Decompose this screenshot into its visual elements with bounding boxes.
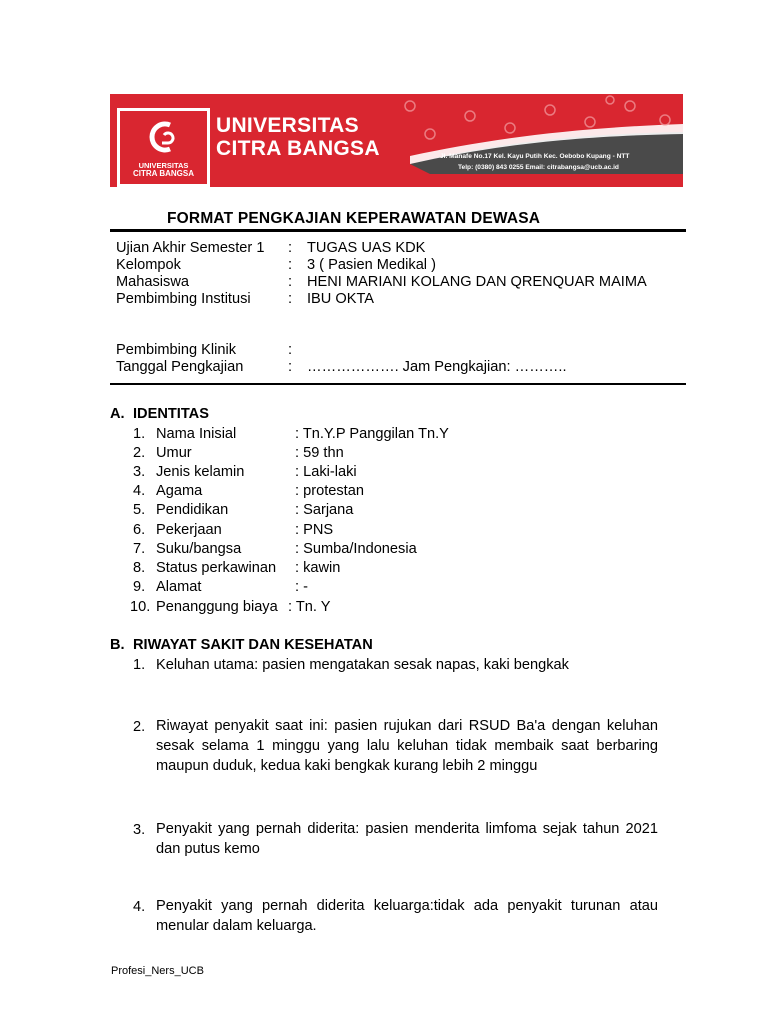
identity-value: : Sarjana — [295, 502, 354, 518]
university-address — [440, 151, 680, 173]
field-sep: : — [288, 342, 293, 358]
field-sep: : — [288, 257, 293, 273]
document-title: FORMAT PENGKAJIAN KEPERAWATAN DEWASA — [167, 210, 541, 227]
list-item-num: 2. — [133, 719, 146, 735]
field-label-mahasiswa: Mahasiswa — [116, 274, 189, 290]
address-line: Jl. Manafe No.17 Kel. Kayu Putih Kec. Oebobo Kupang - NTT — [440, 153, 630, 160]
list-item-num: 4. — [133, 899, 146, 915]
list-item-num: 6. — [133, 522, 146, 538]
field-label-kelompok: Kelompok — [116, 257, 181, 273]
field-label-pembimbing-institusi: Pembimbing Institusi — [116, 291, 251, 307]
list-item-num: 4. — [133, 483, 146, 499]
history-text: Penyakit yang pernah diderita keluarga:tidak ada penyakit turunan atau menular dalam keluarga. — [156, 898, 658, 934]
logo-emblem-icon — [148, 119, 182, 155]
identity-label: Status perkawinan — [156, 560, 277, 576]
field-sep: : — [288, 274, 293, 290]
logo-text-line1: UNIVERSITAS — [138, 161, 189, 170]
identity-value: : Sumba/Indonesia — [295, 541, 417, 557]
section-a-heading: IDENTITAS — [133, 406, 209, 422]
section-b-heading: RIWAYAT SAKIT DAN KESEHATAN — [133, 637, 373, 653]
identity-value: : protestan — [295, 483, 364, 499]
title-divider — [110, 229, 686, 232]
list-item-num: 3. — [133, 822, 146, 838]
section-a-letter: A. — [110, 406, 125, 422]
university-logo — [117, 108, 210, 187]
list-item-num: 1. — [133, 426, 146, 442]
field-sep: : — [288, 291, 293, 307]
section-b-letter: B. — [110, 637, 125, 653]
header-divider — [110, 383, 686, 385]
field-label-ujian: Ujian Akhir Semester 1 — [116, 240, 265, 256]
contact-line: Telp: (0380) 843 0255 Email: citrabangsa@ucb.ac.id — [458, 164, 619, 171]
identity-value: : Tn. Y — [288, 599, 331, 615]
list-item-num: 10. — [130, 599, 151, 615]
field-value-pembimbing-institusi: IBU OKTA — [307, 291, 375, 307]
identity-label: Pendidikan — [156, 502, 229, 518]
list-item-num: 3. — [133, 464, 146, 480]
identity-label: Umur — [156, 445, 192, 461]
identity-label: Jenis kelamin — [156, 464, 245, 480]
identity-label: Agama — [156, 483, 203, 499]
list-item-num: 5. — [133, 502, 146, 518]
field-label-pembimbing-klinik: Pembimbing Klinik — [116, 342, 237, 358]
identity-label: Nama Inisial — [156, 426, 237, 442]
footer-text: Profesi_Ners_UCB — [111, 965, 204, 977]
university-name-line2: CITRA BANGSA — [216, 137, 380, 160]
list-item-num: 9. — [133, 579, 146, 595]
identity-label: Alamat — [156, 579, 202, 595]
identity-value: : Laki-laki — [295, 464, 357, 480]
list-item-num: 8. — [133, 560, 146, 576]
field-value-kelompok: 3 ( Pasien Medikal ) — [307, 257, 436, 273]
history-text: Penyakit yang pernah diderita: pasien menderita limfoma sejak tahun 2021 dan putus kemo — [156, 821, 658, 857]
field-value-mahasiswa: HENI MARIANI KOLANG DAN QRENQUAR MAIMA — [307, 274, 647, 290]
list-item-num: 7. — [133, 541, 146, 557]
identity-label: Suku/bangsa — [156, 541, 242, 557]
identity-value: : 59 thn — [295, 445, 344, 461]
identity-label: Pekerjaan — [156, 522, 222, 538]
identity-value: : Tn.Y.P Panggilan Tn.Y — [295, 426, 449, 442]
list-item-num: 1. — [133, 657, 146, 673]
history-text: Keluhan utama: pasien mengatakan sesak napas, kaki bengkak — [156, 657, 569, 673]
field-sep: : — [288, 240, 293, 256]
history-text: Riwayat penyakit saat ini: pasien rujukan dari RSUD Ba'a dengan keluhan sesak selama 1 minggu yang lalu keluhan tidak membaik saat berbaring maupun duduk, kedua kaki bengkak kurang lebih 2 minggu — [156, 718, 658, 774]
identity-label: Penanggung biaya — [156, 599, 278, 615]
field-label-tanggal: Tanggal Pengkajian — [116, 359, 244, 375]
identity-value: : - — [295, 579, 308, 595]
university-name — [216, 114, 380, 160]
logo-text-line2: CITRA BANGSA — [132, 169, 195, 178]
field-value-ujian: TUGAS UAS KDK — [307, 240, 426, 256]
identity-value: : kawin — [295, 560, 341, 576]
list-item-num: 2. — [133, 445, 146, 461]
field-sep: : — [288, 359, 293, 375]
university-name-line1: UNIVERSITAS — [216, 114, 359, 137]
field-value-tanggal: ………………. Jam Pengkajian: ……….. — [307, 359, 567, 375]
identity-value: : PNS — [295, 522, 334, 538]
